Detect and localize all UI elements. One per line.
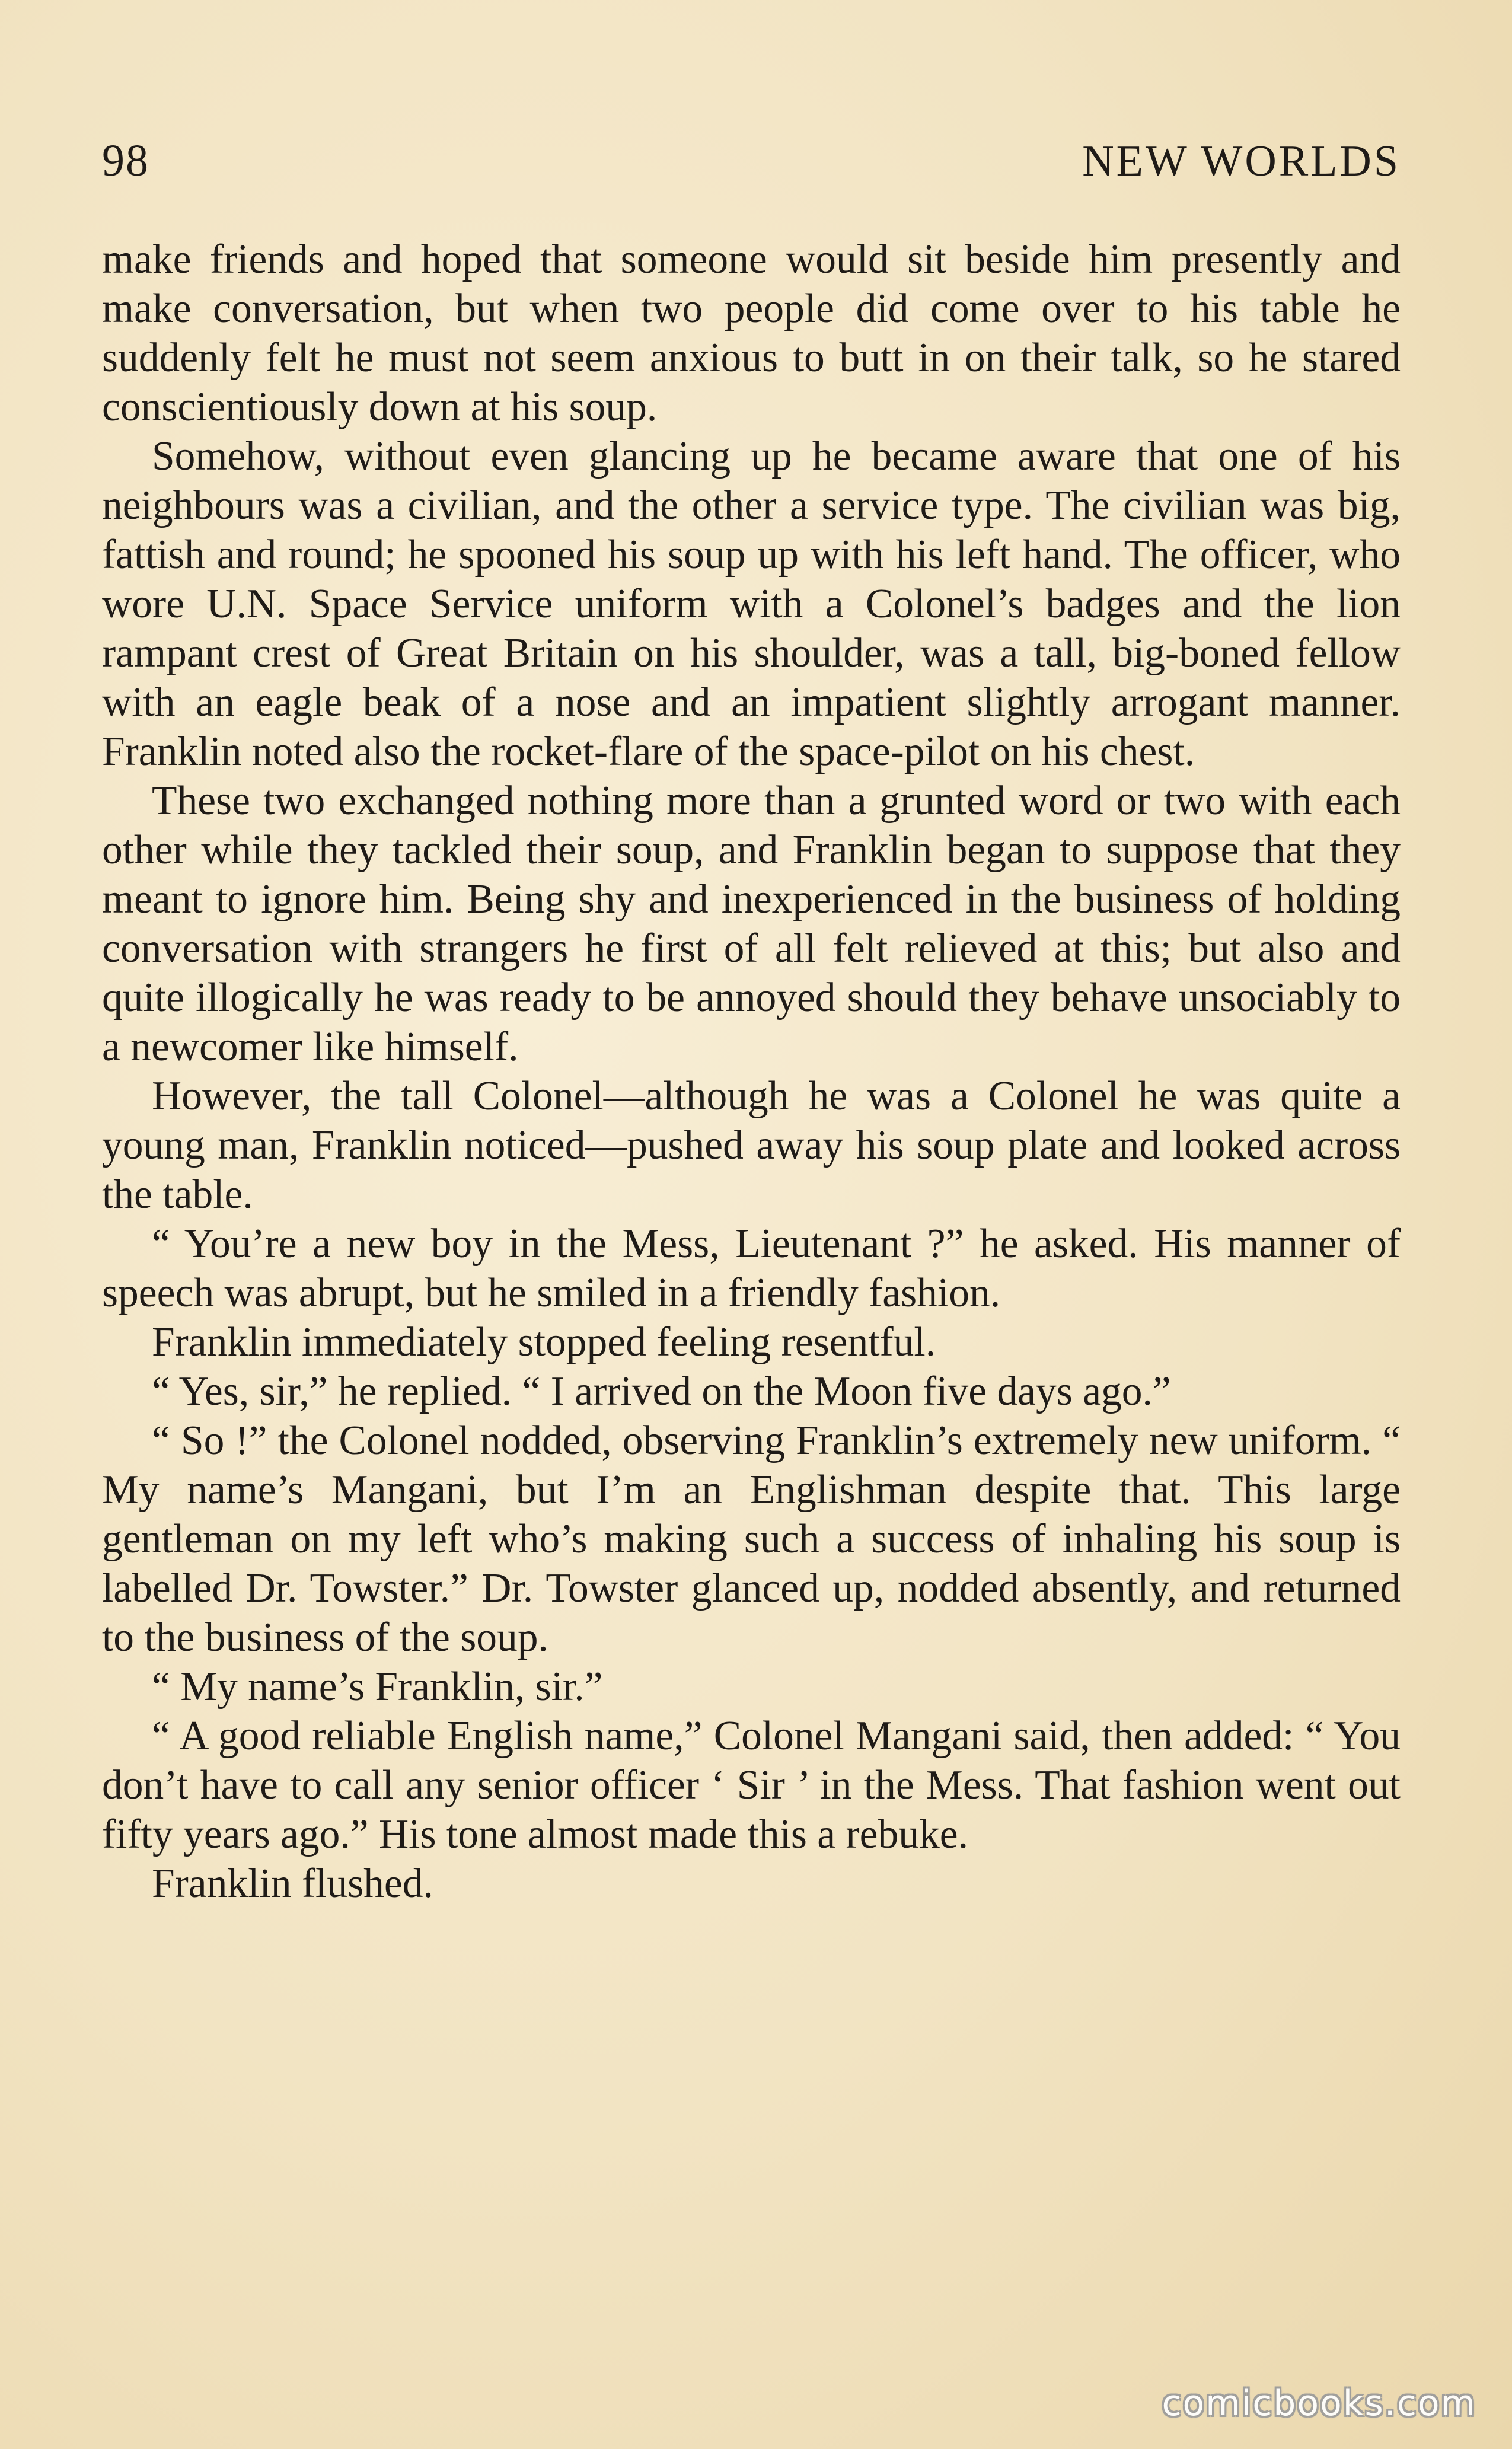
watermark: comicbooks.com xyxy=(1162,2383,1476,2424)
paragraph: Franklin flushed. xyxy=(152,1861,433,1906)
page-number: 98 xyxy=(102,136,149,186)
paragraph: Somehow, without even glancing up he became aware that one of his neighbours was a civilian, and the other a service type. The civilian was big, fattish and round; he spooned his soup up with his left hand. The officer, who wore U.N. Space Service uniform with a Colonel’s badges and the lion rampant crest of Great Britain on his shoulder, was a tall, big-boned fellow with an eagle beak of a nose and an impatient slightly arrogant manner. Franklin noted also the rocket-flare of the space-pilot on his chest. xyxy=(102,433,1401,774)
paragraph: Franklin immediately stopped feeling resentful. xyxy=(152,1319,936,1365)
body-text xyxy=(102,235,1401,1908)
running-title: NEW WORLDS xyxy=(1082,137,1401,186)
paragraph: “ Yes, sir,” he replied. “ I arrived on the Moon five days ago.” xyxy=(152,1369,1171,1414)
paragraph: “ You’re a new boy in the Mess, Lieutenant ?” he asked. His manner of speech was abrupt, but he smiled in a friendly fashion. xyxy=(102,1221,1401,1316)
paragraph: “ So !” the Colonel nodded, observing Franklin’s extremely new uniform. “ My name’s Mangani, but I’m an Englishman despite that. This large gentleman on my left who’s making such a success of inhaling his soup is labelled Dr. Towster.” Dr. Towster glanced up, nodded absently, and returned to the business of the soup. xyxy=(102,1418,1401,1660)
paragraph: These two exchanged nothing more than a grunted word or two with each other while they tackled their soup, and Franklin began to suppose that they meant to ignore him. Being shy and inexperienced in the business of holding conversation with strangers he first of all felt relieved at this; but also and quite illogically he was ready to be annoyed should they behave unsociably to a newcomer like himself. xyxy=(102,778,1401,1070)
paragraph: “ My name’s Franklin, sir.” xyxy=(152,1664,603,1710)
paragraph: “ A good reliable English name,” Colonel Mangani said, then added: “ You don’t have to call any senior officer ‘ Sir ’ in the Mess. That fashion went out fifty years ago.” His tone almost made this a rebuke. xyxy=(102,1713,1401,1857)
paragraph: However, the tall Colonel—although he was a Colonel he was quite a young man, Franklin noticed—pushed away his soup plate and looked across the table. xyxy=(102,1073,1401,1217)
page-header xyxy=(102,135,1401,192)
paragraph-continuation: make friends and hoped that someone would sit beside him presently and make conversation, but when two people did come over to his table he suddenly felt he must not seem anxious to butt in on their talk, so he stared conscientiously down at his soup. xyxy=(102,237,1401,430)
